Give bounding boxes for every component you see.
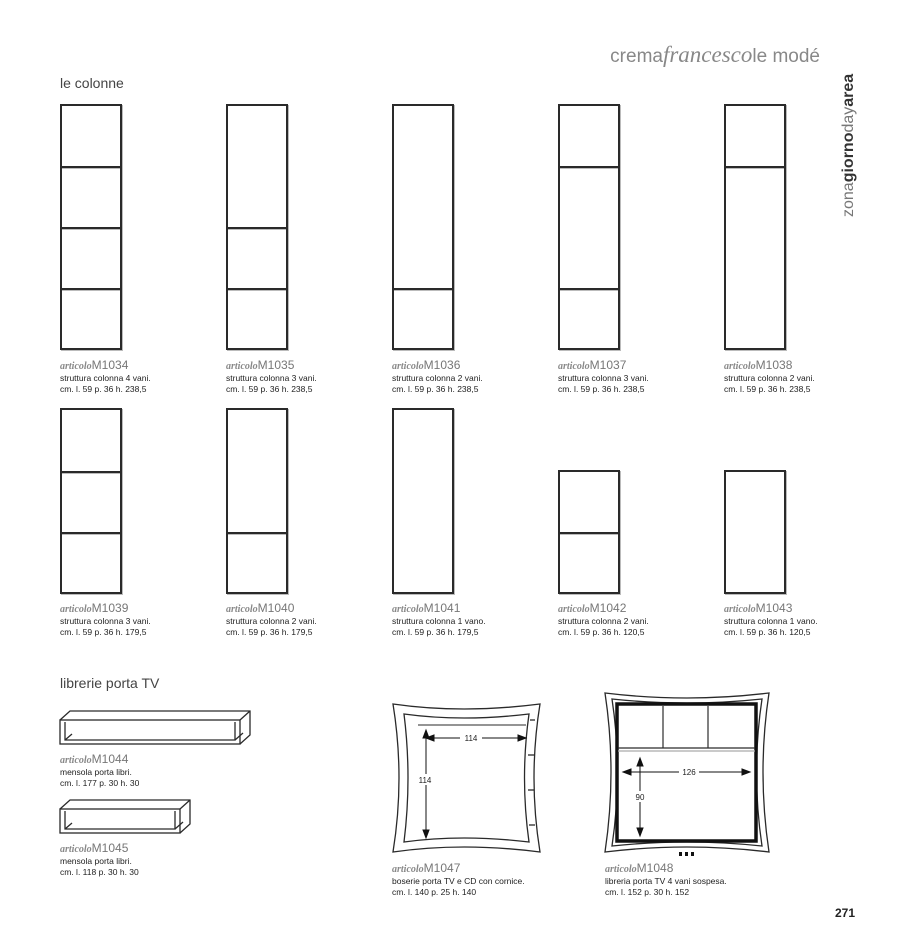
cabinet-drawing-m1042	[558, 470, 620, 594]
article-word: articolo	[392, 361, 424, 372]
cabinet-drawing-m1035	[226, 104, 288, 350]
product-dims: cm. l. 59 p. 36 h. 238,5	[724, 383, 811, 394]
product-desc: libreria porta TV 4 vani sospesa.	[605, 876, 727, 886]
shelf-drawing-m1044	[58, 708, 254, 748]
article-word: articolo	[60, 361, 92, 372]
product-code: M1045	[91, 841, 129, 855]
tv-frame-drawing-m1047	[388, 700, 548, 860]
product-desc: struttura colonna 4 vani.	[60, 373, 151, 383]
tv-bookcase-drawing-m1048	[603, 690, 773, 862]
product-code: M1044	[91, 752, 129, 766]
product-caption	[605, 862, 727, 897]
shelf-drawing-m1045	[58, 797, 194, 837]
product-desc: struttura colonna 2 vani.	[392, 373, 483, 383]
product-caption	[392, 602, 486, 637]
product-desc: mensola porta libri.	[60, 767, 132, 777]
product-desc: struttura colonna 2 vani.	[724, 373, 815, 383]
article-word: articolo	[724, 361, 756, 372]
product-dims: cm. l. 177 p. 30 h. 30	[60, 777, 140, 788]
article-word: articolo	[226, 361, 258, 372]
product-desc: struttura colonna 3 vani.	[558, 373, 649, 383]
product-desc: struttura colonna 3 vani.	[226, 373, 317, 383]
product-desc: struttura colonna 1 vano.	[724, 616, 818, 626]
page-number: 271	[834, 906, 855, 920]
product-dims: cm. l. 59 p. 36 h. 238,5	[226, 383, 313, 394]
product-dims: cm. l. 152 p. 30 h. 152	[605, 886, 690, 897]
product-code: M1043	[755, 601, 793, 615]
article-word: articolo	[558, 361, 590, 372]
article-word: articolo	[392, 864, 424, 875]
product-dims: cm. l. 59 p. 36 h. 238,5	[558, 383, 645, 394]
product-code: M1034	[91, 358, 129, 372]
product-desc: struttura colonna 1 vano.	[392, 616, 486, 626]
product-caption	[60, 602, 151, 637]
cabinet-drawing-m1041	[392, 408, 454, 594]
product-caption	[226, 602, 317, 637]
product-dims: cm. l. 59 p. 36 h. 179,5	[60, 626, 147, 637]
product-desc: boserie porta TV e CD con cornice.	[392, 876, 525, 886]
side-label-part: day	[840, 106, 857, 133]
article-word: articolo	[226, 604, 258, 615]
product-code: M1038	[755, 358, 793, 372]
side-label-part: area	[840, 73, 857, 107]
article-word: articolo	[60, 844, 92, 855]
product-dims: cm. l. 59 p. 36 h. 120,5	[724, 626, 811, 637]
article-word: articolo	[60, 755, 92, 766]
product-caption	[226, 359, 317, 394]
cabinet-drawing-m1038	[724, 104, 786, 350]
side-label-part: zona	[840, 182, 857, 217]
product-dims: cm. l. 118 p. 30 h. 30	[60, 866, 139, 877]
brand-script: francesco	[662, 42, 753, 67]
product-caption	[60, 753, 139, 788]
product-code: M1037	[589, 358, 627, 372]
dimension-label-width: 114	[464, 734, 478, 743]
product-code: M1040	[257, 601, 295, 615]
dimension-label-height: 90	[635, 793, 645, 802]
product-dims: cm. l. 59 p. 36 h. 238,5	[60, 383, 147, 394]
cabinet-drawing-m1039	[60, 408, 122, 594]
article-word: articolo	[392, 604, 424, 615]
product-dims: cm. l. 59 p. 36 h. 179,5	[226, 626, 313, 637]
brand-logo	[610, 42, 820, 68]
product-caption	[60, 842, 139, 877]
product-dims: cm. l. 59 p. 36 h. 238,5	[392, 383, 479, 394]
article-word: articolo	[724, 604, 756, 615]
product-code: M1036	[423, 358, 461, 372]
product-caption	[392, 862, 525, 897]
product-dims: cm. l. 140 p. 25 h. 140	[392, 886, 477, 897]
product-desc: struttura colonna 2 vani.	[558, 616, 649, 626]
product-dims: cm. l. 59 p. 36 h. 179,5	[392, 626, 479, 637]
product-code: M1047	[423, 861, 461, 875]
cabinet-drawing-m1043	[724, 470, 786, 594]
side-label-part: giorno	[840, 132, 857, 183]
article-word: articolo	[60, 604, 92, 615]
product-code: M1039	[91, 601, 129, 615]
product-code: M1041	[423, 601, 461, 615]
product-caption	[558, 602, 649, 637]
side-section-label	[826, 65, 864, 225]
product-desc: struttura colonna 2 vani.	[226, 616, 317, 626]
product-code: M1035	[257, 358, 295, 372]
product-desc: mensola porta libri.	[60, 856, 132, 866]
product-dims: cm. l. 59 p. 36 h. 120,5	[558, 626, 645, 637]
cabinet-drawing-m1040	[226, 408, 288, 594]
section-title-columns: le colonne	[60, 75, 124, 91]
article-word: articolo	[605, 864, 637, 875]
product-caption	[392, 359, 483, 394]
product-code: M1042	[589, 601, 627, 615]
dimension-label-height: 114	[418, 776, 432, 785]
product-caption	[60, 359, 151, 394]
product-caption	[558, 359, 649, 394]
section-title-tv: librerie porta TV	[60, 675, 160, 691]
product-desc: struttura colonna 3 vani.	[60, 616, 151, 626]
cabinet-drawing-m1036	[392, 104, 454, 350]
product-code: M1048	[636, 861, 674, 875]
article-word: articolo	[558, 604, 590, 615]
dimension-label-width: 126	[682, 768, 696, 777]
product-caption	[724, 359, 815, 394]
brand-left: crema	[610, 46, 663, 67]
cabinet-drawing-m1034	[60, 104, 122, 350]
cabinet-drawing-m1037	[558, 104, 620, 350]
brand-right: le modé	[752, 46, 820, 67]
product-caption	[724, 602, 818, 637]
